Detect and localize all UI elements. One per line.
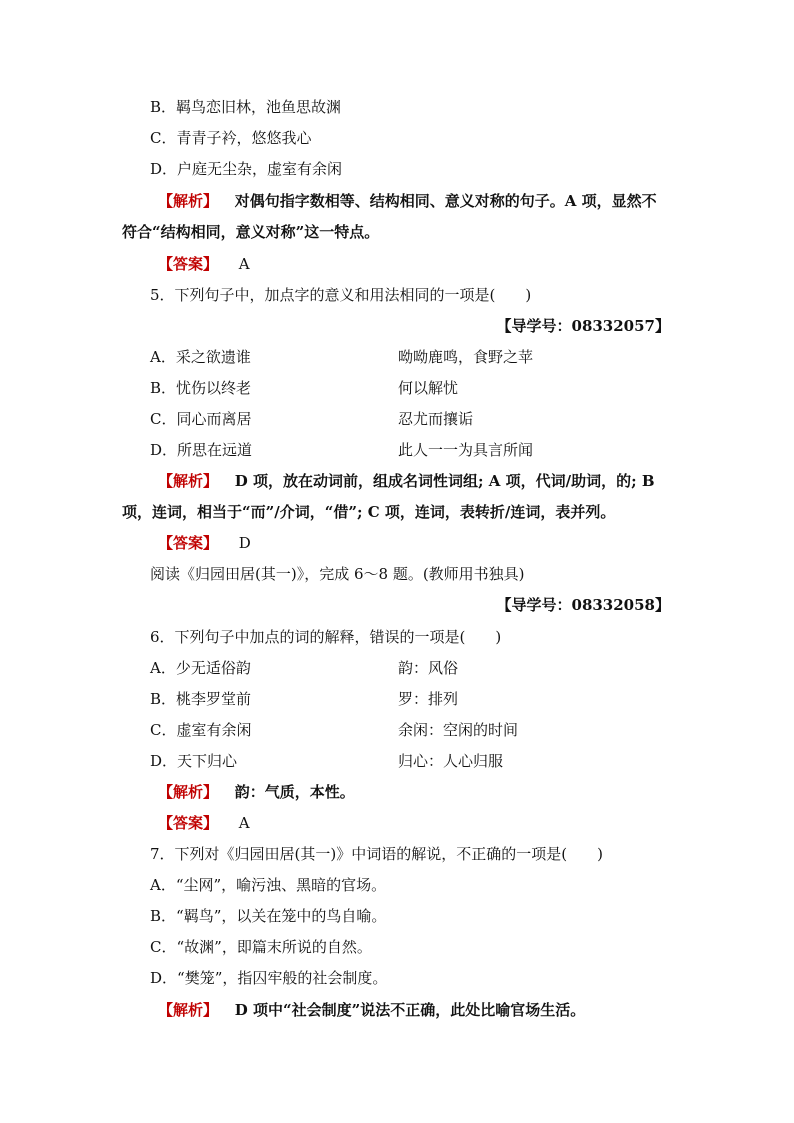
q7-option-d: D．“樊笼”，指囚牢般的社会制度。 [150,969,388,987]
analysis-tag: 【解析】 [158,472,219,490]
q5-analysis-text-1: D 项，放在动词前，组成名词性词组; A 项，代词/助词，的; B [234,472,655,490]
q6-option-a-explain: 韵：风俗 [398,659,459,677]
q7-option-a: A．“尘网”，喻污浊、黑暗的官场。 [150,876,387,894]
q5-option-a: A．采之欲遗谁 [150,348,251,366]
q5-option-b-compare: 何以解忧 [398,379,459,397]
q4-analysis-text-1: 对偶句指字数相等、结构相同、意义对称的句子。A 项，显然不 [234,192,657,210]
analysis-tag: 【解析】 [158,1001,219,1019]
q6-analysis [158,782,355,802]
q5-option-b: B．忧伤以终老 [150,379,252,397]
q6-option-b-explain: 罗：排列 [398,690,459,708]
q5-answer-value: D [238,534,251,552]
q7-analysis-text: D 项中“社会制度”说法不正确，此处比喻官场生活。 [234,1001,586,1019]
q5-option-a-compare: 呦呦鹿鸣，食野之苹 [398,348,534,366]
q6-option-d-explain: 归心：人心归服 [398,752,504,770]
q5-guide-number: 【导学号：08332057】 [496,317,670,335]
q6-answer-value: A [238,814,250,832]
q6-answer [158,813,250,833]
q4-answer [158,254,250,274]
q5-answer [158,533,251,553]
q7-option-b: B．“羁鸟”，以关在笼中的鸟自喻。 [150,907,387,925]
q7-option-c: C．“故渊”，即篇末所说的自然。 [150,938,372,956]
analysis-tag: 【解析】 [158,783,219,801]
q5-analysis-line-2: 项，连词，相当于“而”/介词，“借”; C 项，连词，表转折/连词，表并列。 [122,503,616,521]
q4-analysis-line-2: 符合“结构相同，意义对称”这一特点。 [122,223,380,241]
q5-stem: 5．下列句子中，加点字的意义和用法相同的一项是( ) [150,286,532,304]
q6-option-a: A．少无适俗韵 [150,659,251,677]
q4-option-b: B．羁鸟恋旧林，池鱼思故渊 [150,98,342,116]
q6-option-c-explain: 余闲：空闲的时间 [398,721,519,739]
q7-analysis [158,1000,585,1020]
q6-option-c: C．虚室有余闲 [150,721,252,739]
q5-option-d: D．所思在远道 [150,441,253,459]
q6-option-b: B．桃李罗堂前 [150,690,252,708]
answer-tag: 【答案】 [158,534,219,552]
q6-option-d: D．天下归心 [150,752,238,770]
q4-analysis-line-1 [158,191,657,211]
q4-option-c: C．青青子衿，悠悠我心 [150,129,312,147]
reading-guide-number: 【导学号：08332058】 [496,596,670,614]
q4-answer-value: A [238,255,250,273]
answer-tag: 【答案】 [158,255,219,273]
q5-option-d-compare: 此人一一为具言所闻 [398,441,534,459]
q4-option-d: D．户庭无尘杂，虚室有余闲 [150,160,343,178]
q7-stem: 7．下列对《归园田居(其一)》中词语的解说，不正确的一项是( ) [150,845,603,863]
reading-intro: 阅读《归园田居(其一)》，完成 6～8 题。(教师用书独具) [150,565,525,583]
q5-option-c: C．同心而离居 [150,410,252,428]
q5-option-c-compare: 忍尤而攘诟 [398,410,474,428]
q6-analysis-text: 韵：气质，本性。 [234,783,355,801]
answer-tag: 【答案】 [158,814,219,832]
analysis-tag: 【解析】 [158,192,219,210]
q5-analysis-line-1 [158,471,655,491]
q6-stem: 6．下列句子中加点的词的解释，错误的一项是( ) [150,628,502,646]
